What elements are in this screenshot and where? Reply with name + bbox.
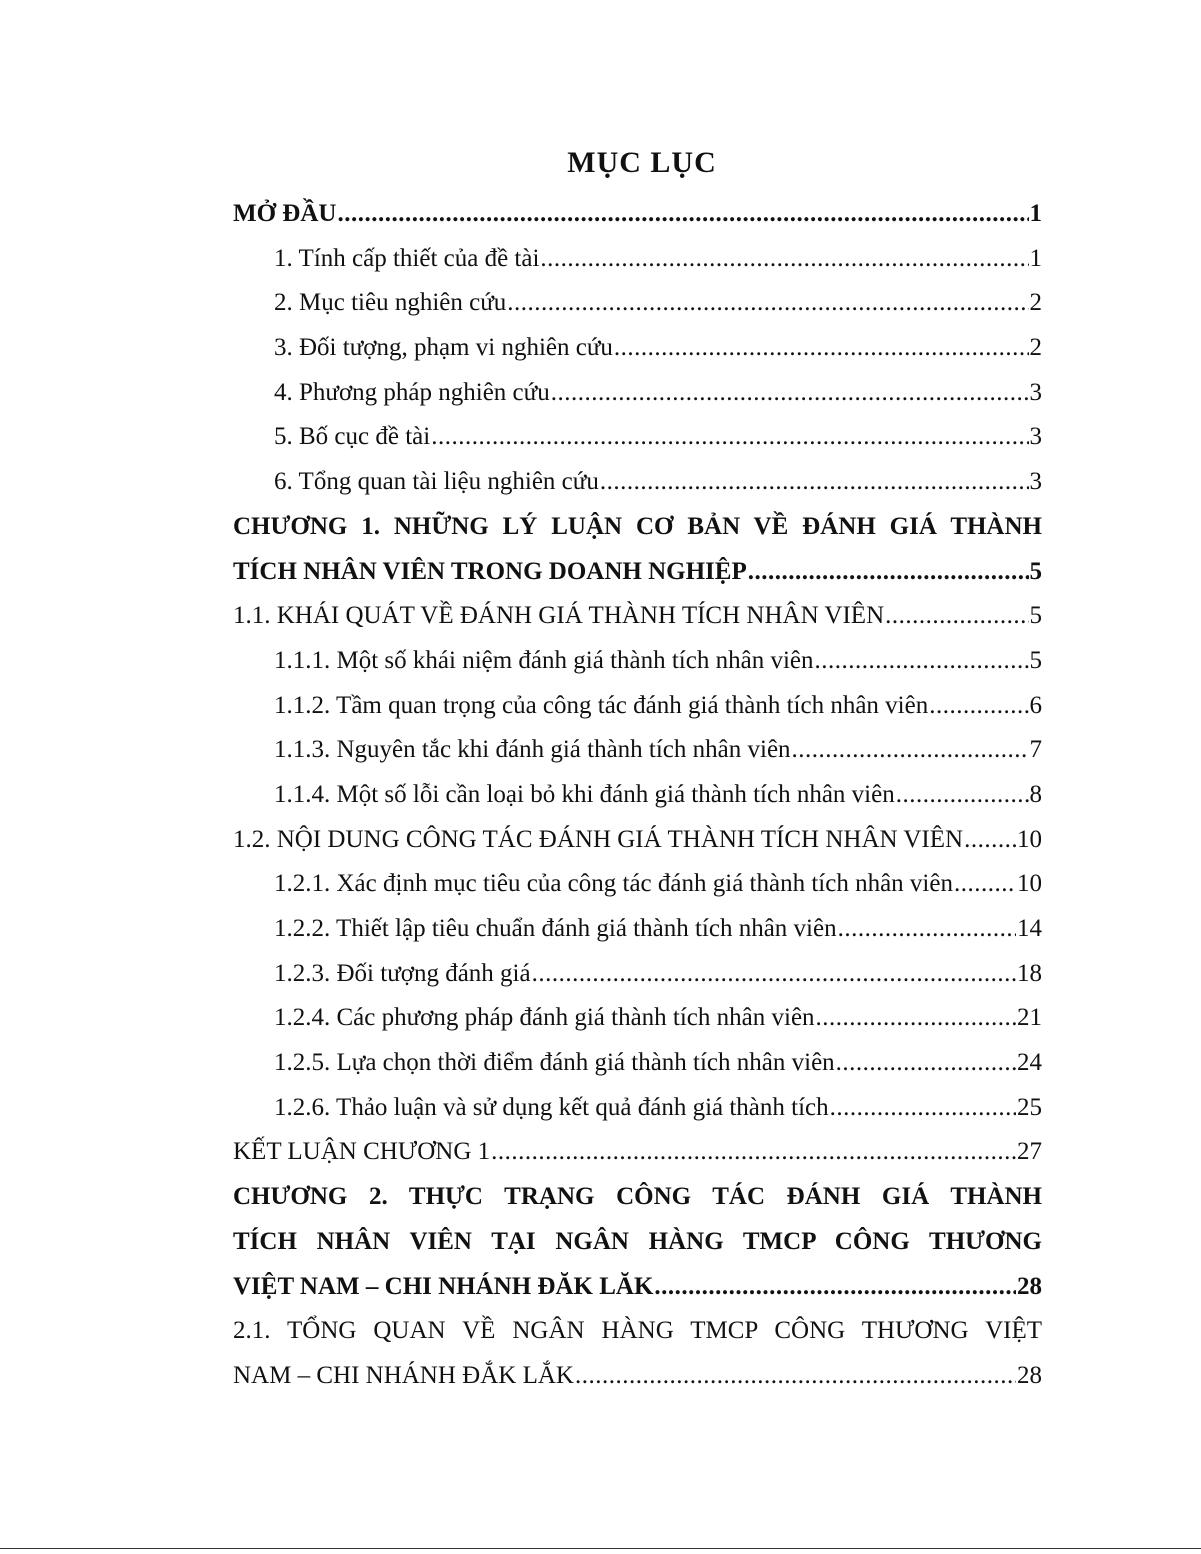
toc-entry-title: 3. Đối tượng, phạm vi nghiên cứu bbox=[274, 334, 613, 362]
dot-leader bbox=[507, 281, 1028, 326]
toc-entry-line bbox=[274, 639, 1042, 684]
dot-leader bbox=[614, 326, 1029, 371]
toc-entry-page-number: 2 bbox=[1029, 334, 1042, 362]
toc-entry-line bbox=[274, 237, 1042, 282]
dot-leader bbox=[838, 907, 1016, 952]
toc-entry[interactable] bbox=[233, 594, 1042, 639]
toc-entry[interactable] bbox=[233, 505, 1042, 594]
toc-entry-line bbox=[274, 1041, 1042, 1086]
toc-entry-title: 1.2.1. Xác định mục tiêu của công tác đánh giá thành tích nhân viên bbox=[274, 870, 953, 898]
toc-entry-page-number: 18 bbox=[1017, 959, 1042, 987]
toc-entry-page-number: 2 bbox=[1029, 289, 1042, 317]
dot-leader bbox=[816, 996, 1016, 1041]
toc-entry[interactable] bbox=[233, 1086, 1042, 1131]
toc-entry[interactable] bbox=[233, 1041, 1042, 1086]
toc-entry-page-number: 10 bbox=[1017, 825, 1042, 853]
toc-entry-page-number: 28 bbox=[1017, 1361, 1042, 1389]
toc-entry[interactable] bbox=[233, 728, 1042, 773]
toc-entry-page-number: 5 bbox=[1029, 646, 1042, 674]
toc-entry[interactable] bbox=[233, 684, 1042, 729]
toc-entry-title: 1.2.2. Thiết lập tiêu chuẩn đánh giá thành tích nhân viên bbox=[274, 915, 837, 942]
toc-entry-page-number: 28 bbox=[1017, 1272, 1042, 1300]
toc-entry[interactable] bbox=[233, 371, 1042, 416]
toc-entry-title: 1.2.6. Thảo luận và sử dụng kết quả đánh giá thành tích bbox=[274, 1093, 829, 1121]
toc-entry-title: MỞ ĐẦU bbox=[233, 200, 337, 227]
toc-entry-title: 1.2.5. Lựa chọn thời điểm đánh giá thành tích nhân viên bbox=[274, 1049, 835, 1077]
dot-leader bbox=[551, 371, 1029, 416]
toc-entry-line bbox=[274, 773, 1042, 818]
dot-leader bbox=[792, 728, 1029, 773]
toc-entry[interactable] bbox=[233, 1130, 1042, 1175]
dot-leader bbox=[896, 773, 1029, 818]
toc-entry-title: 4. Phương pháp nghiên cứu bbox=[274, 378, 550, 406]
toc-entry-page-number: 8 bbox=[1029, 780, 1042, 808]
toc-entry-line bbox=[233, 550, 1042, 595]
table-of-contents bbox=[233, 192, 1042, 1399]
dot-leader bbox=[885, 594, 1028, 639]
dot-leader bbox=[575, 1354, 1016, 1399]
dot-leader bbox=[337, 192, 1028, 237]
toc-entry-title: 1.1.1. Một số khái niệm đánh giá thành tích nhân viên bbox=[274, 646, 814, 674]
toc-entry-line bbox=[274, 684, 1042, 729]
toc-entry-line bbox=[274, 281, 1042, 326]
toc-entry-page-number: 14 bbox=[1017, 915, 1042, 942]
dot-leader bbox=[830, 1086, 1016, 1131]
toc-entry-title: 5. Bố cục đề tài bbox=[274, 423, 431, 451]
toc-entry-line bbox=[274, 371, 1042, 416]
dot-leader bbox=[929, 684, 1028, 729]
toc-entry-title: TÍCH NHÂN VIÊN TRONG DOANH NGHIỆP bbox=[233, 557, 747, 585]
toc-entry-line bbox=[233, 1354, 1042, 1399]
toc-entry-page-number: 10 bbox=[1017, 870, 1042, 898]
toc-entry-line bbox=[274, 907, 1042, 952]
toc-entry-line bbox=[274, 952, 1042, 997]
dot-leader bbox=[532, 952, 1016, 997]
toc-entry-line bbox=[274, 460, 1042, 505]
toc-entry-line bbox=[274, 415, 1042, 460]
toc-entry-heading-line: CHƯƠNG 1. NHỮNG LÝ LUẬN CƠ BẢN VỀ ĐÁNH GIÁ THÀNH bbox=[233, 512, 1042, 540]
toc-entry-page-number: 27 bbox=[1017, 1138, 1042, 1166]
toc-entry-title: KẾT LUẬN CHƯƠNG 1 bbox=[233, 1138, 491, 1166]
toc-entry[interactable] bbox=[233, 773, 1042, 818]
dot-leader bbox=[836, 1041, 1016, 1086]
toc-entry[interactable] bbox=[233, 1175, 1042, 1309]
toc-entry-title: 1.2. NỘI DUNG CÔNG TÁC ĐÁNH GIÁ THÀNH TÍCH NHÂN VIÊN bbox=[233, 825, 964, 853]
toc-entry-title: 6. Tổng quan tài liệu nghiên cứu bbox=[274, 468, 599, 496]
dot-leader bbox=[748, 550, 1029, 595]
toc-entry-title: 1.2.3. Đối tượng đánh giá bbox=[274, 959, 531, 987]
dot-leader bbox=[654, 1265, 1016, 1310]
dot-leader bbox=[540, 237, 1028, 282]
toc-entry-title: 1. Tính cấp thiết của đề tài bbox=[274, 244, 540, 272]
toc-entry-page-number: 6 bbox=[1029, 691, 1042, 719]
toc-entry-line bbox=[274, 996, 1042, 1041]
toc-entry-page-number: 25 bbox=[1017, 1093, 1042, 1121]
toc-entry-title: 1.2.4. Các phương pháp đánh giá thành tích nhân viên bbox=[274, 1004, 815, 1032]
toc-entry-title: NAM – CHI NHÁNH ĐẮK LẮK bbox=[233, 1361, 574, 1389]
dot-leader bbox=[431, 415, 1028, 460]
dot-leader bbox=[815, 639, 1029, 684]
toc-entry-line bbox=[233, 1130, 1042, 1175]
toc-entry[interactable] bbox=[233, 818, 1042, 863]
toc-entry[interactable] bbox=[233, 952, 1042, 997]
toc-entry-page-number: 3 bbox=[1029, 423, 1042, 451]
toc-entry[interactable] bbox=[233, 415, 1042, 460]
toc-entry[interactable] bbox=[233, 1309, 1042, 1398]
toc-entry-line bbox=[274, 326, 1042, 371]
toc-entry-line bbox=[274, 1086, 1042, 1131]
toc-entry-page-number: 3 bbox=[1029, 378, 1042, 406]
dot-leader bbox=[600, 460, 1029, 505]
toc-entry-title: 2. Mục tiêu nghiên cứu bbox=[274, 289, 507, 317]
toc-entry-line bbox=[274, 862, 1042, 907]
page-bottom-edge bbox=[0, 1548, 1201, 1549]
toc-entry-page-number: 5 bbox=[1029, 557, 1042, 585]
toc-entry-title: VIỆT NAM – CHI NHÁNH ĐĂK LĂK bbox=[233, 1272, 654, 1300]
page-title: MỤC LỤC bbox=[567, 146, 717, 179]
toc-entry-page-number: 1 bbox=[1029, 244, 1042, 272]
dot-leader bbox=[954, 862, 1016, 907]
toc-entry-title: 1.1.4. Một số lỗi cần loại bỏ khi đánh giá thành tích nhân viên bbox=[274, 780, 895, 808]
dot-leader bbox=[964, 818, 1016, 863]
toc-entry[interactable] bbox=[233, 460, 1042, 505]
toc-entry[interactable] bbox=[233, 281, 1042, 326]
toc-entry-title: 1.1.2. Tầm quan trọng của công tác đánh giá thành tích nhân viên bbox=[274, 691, 929, 719]
toc-entry-page-number: 7 bbox=[1029, 736, 1042, 764]
toc-entry[interactable] bbox=[233, 862, 1042, 907]
toc-entry-line bbox=[233, 192, 1042, 237]
toc-entry[interactable] bbox=[233, 237, 1042, 282]
toc-entry-heading-line: CHƯƠNG 2. THỰC TRẠNG CÔNG TÁC ĐÁNH GIÁ THÀNH bbox=[233, 1183, 1042, 1211]
toc-entry[interactable] bbox=[233, 192, 1042, 237]
toc-entry-page-number: 24 bbox=[1017, 1049, 1042, 1077]
toc-entry-title: 1.1.3. Nguyên tắc khi đánh giá thành tích nhân viên bbox=[274, 736, 791, 764]
toc-entry-line bbox=[233, 818, 1042, 863]
toc-entry[interactable] bbox=[233, 639, 1042, 684]
toc-entry-line bbox=[233, 594, 1042, 639]
toc-entry-line bbox=[274, 728, 1042, 773]
toc-entry[interactable] bbox=[233, 907, 1042, 952]
toc-entry[interactable] bbox=[233, 996, 1042, 1041]
toc-entry-title: 1.1. KHÁI QUÁT VỀ ĐÁNH GIÁ THÀNH TÍCH NHÂN VIÊN bbox=[233, 602, 885, 630]
toc-entry-heading-line: TÍCH NHÂN VIÊN TẠI NGÂN HÀNG TMCP CÔNG THƯƠNG bbox=[233, 1227, 1042, 1255]
toc-entry-page-number: 21 bbox=[1017, 1004, 1042, 1032]
toc-entry-line bbox=[233, 1265, 1042, 1310]
toc-entry-page-number: 1 bbox=[1029, 200, 1042, 227]
toc-entry-page-number: 5 bbox=[1029, 602, 1042, 630]
toc-entry[interactable] bbox=[233, 326, 1042, 371]
toc-entry-page-number: 3 bbox=[1029, 468, 1042, 496]
dot-leader bbox=[491, 1130, 1016, 1175]
toc-entry-heading-line: 2.1. TỔNG QUAN VỀ NGÂN HÀNG TMCP CÔNG THƯƠNG VIỆT bbox=[233, 1317, 1042, 1345]
